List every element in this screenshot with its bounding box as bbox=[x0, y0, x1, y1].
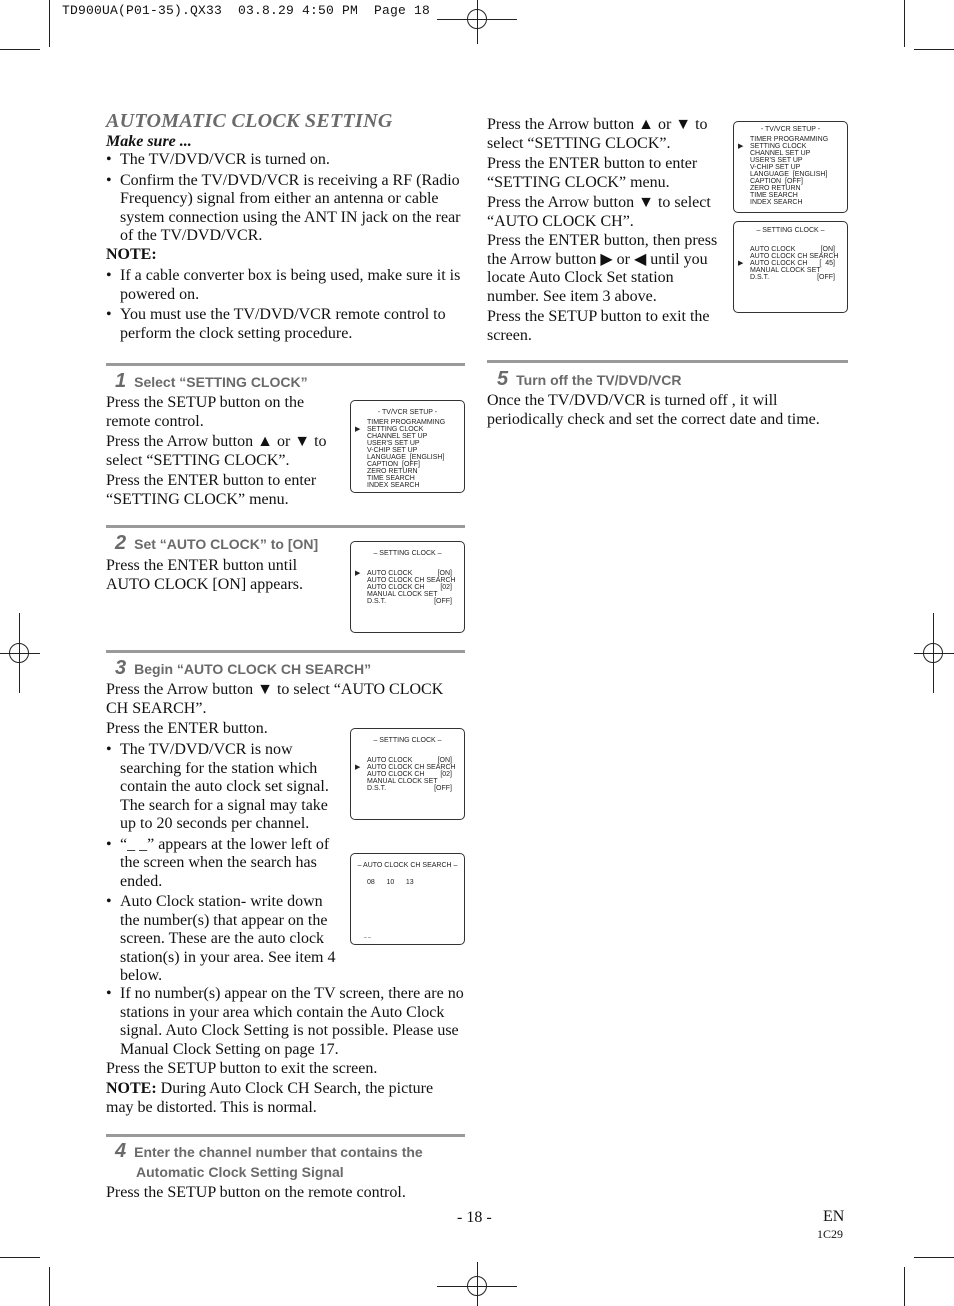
step-title-cont: Automatic Clock Setting Signal bbox=[136, 1164, 344, 1180]
step-1-heading bbox=[115, 370, 308, 393]
menu-row: ZERO RETURN bbox=[367, 468, 418, 475]
page-number: - 18 - bbox=[457, 1209, 492, 1226]
section-rule bbox=[106, 650, 465, 653]
menu-row: INDEX SEARCH bbox=[367, 482, 420, 489]
make-sure-list bbox=[106, 151, 466, 248]
list-item: • If no number(s) appear on the TV screen, there are no stations in your area which contain the Auto Clock signal. Auto Clock Setting is not possible. Please use Manual Clock Setting on page 17. bbox=[106, 985, 464, 1059]
list-item: • You must use the TV/DVD/VCR remote control to perform the clock setting procedure. bbox=[106, 306, 466, 343]
print-slug: TD900UA(P01-35).QX33 03.8.29 4:50 PM Page 18 bbox=[62, 3, 431, 18]
language-code: EN bbox=[823, 1208, 845, 1225]
crop-mark bbox=[49, 0, 50, 47]
step-title: Turn off the TV/DVD/VCR bbox=[516, 372, 682, 388]
step-1-text-1: Press the SETUP button on the remote control. bbox=[106, 394, 305, 430]
menu-row: CAPTION [OFF] bbox=[367, 461, 420, 468]
step-5-heading bbox=[497, 368, 682, 391]
section-rule bbox=[487, 360, 848, 363]
cursor-icon: ▶ bbox=[355, 570, 361, 577]
menu-row: D.S.T. [OFF] bbox=[750, 274, 835, 281]
channel-list: 08 10 13 bbox=[367, 879, 414, 886]
crop-mark bbox=[0, 1257, 40, 1258]
section-rule bbox=[106, 1134, 465, 1137]
step-title: Set “AUTO CLOCK” to [ON] bbox=[134, 536, 319, 552]
cursor-icon: ▶ bbox=[355, 426, 361, 433]
search-end-indicator: _ _ bbox=[364, 933, 371, 939]
step-number: 5 bbox=[497, 368, 509, 390]
step-4-text-3: Press the ENTER button to enter “SETTING CLOCK” menu. bbox=[487, 155, 698, 191]
note-text: During Auto Clock CH Search, the picture may be distorted. This is normal. bbox=[106, 1080, 434, 1116]
step-4-text-1: Press the SETUP button on the remote control. bbox=[106, 1184, 406, 1201]
menu-row: AUTO CLOCK CH [02] bbox=[367, 584, 452, 591]
screen-title: - TV/VCR SETUP - bbox=[760, 126, 821, 133]
crop-mark bbox=[914, 1257, 954, 1258]
step-4-text-5: Press the ENTER button, then press the Arrow button ▶ or ◀ until you locate Auto Clock Set station number. See item 3 above. bbox=[487, 232, 718, 305]
section-rule bbox=[106, 363, 465, 366]
menu-row: TIME SEARCH bbox=[750, 192, 798, 199]
cursor-icon: ▶ bbox=[355, 764, 361, 771]
setup-menu-screen-2 bbox=[733, 121, 848, 213]
registration-mark bbox=[477, 1262, 478, 1306]
note-label: NOTE: bbox=[106, 1080, 157, 1097]
step-4-text-6: Press the SETUP button to exit the screen. bbox=[487, 308, 710, 344]
step-number: 4 bbox=[115, 1140, 127, 1162]
menu-row: AUTO CLOCK [ON] bbox=[367, 757, 452, 764]
setting-clock-screen-on bbox=[350, 541, 465, 633]
crop-mark bbox=[914, 49, 954, 50]
step-4-text-4: Press the Arrow button ▼ to select “AUTO CLOCK CH”. bbox=[487, 194, 711, 230]
step-number: 2 bbox=[115, 532, 127, 554]
registration-mark bbox=[477, 0, 478, 44]
menu-row-selected: ▶ SETTING CLOCK bbox=[355, 426, 424, 433]
menu-row: D.S.T. [OFF] bbox=[367, 785, 452, 792]
step-3-note bbox=[106, 1080, 461, 1117]
menu-row: CHANNEL SET UP bbox=[750, 150, 811, 157]
menu-row: CHANNEL SET UP bbox=[367, 433, 428, 440]
step-title: Enter the channel number that contains the bbox=[134, 1144, 423, 1160]
menu-row: V-CHIP SET UP bbox=[367, 447, 418, 454]
list-item: • If a cable converter box is being used, make sure it is powered on. bbox=[106, 267, 466, 304]
list-item: • Confirm the TV/DVD/VCR is receiving a RF (Radio Frequency) signal from either an antenna or cable system connection using the ANT IN jack on the rear of the TV/DVD/VCR. bbox=[106, 172, 466, 246]
menu-row: TIMER PROGRAMMING bbox=[750, 136, 829, 143]
registration-mark bbox=[0, 653, 40, 654]
menu-row: CAPTION [OFF] bbox=[750, 178, 803, 185]
menu-row: LANGUAGE [ENGLISH] bbox=[750, 171, 828, 178]
cursor-icon: ▶ bbox=[738, 260, 744, 267]
menu-row: USER'S SET UP bbox=[750, 157, 803, 164]
step-2-text-1: Press the ENTER button until AUTO CLOCK [ON] appears. bbox=[106, 557, 303, 593]
step-3-text-3: Press the SETUP button to exit the screen. bbox=[106, 1060, 378, 1077]
menu-row: TIME SEARCH bbox=[367, 475, 415, 482]
registration-mark bbox=[437, 19, 517, 20]
step-title: Select “SETTING CLOCK” bbox=[134, 374, 308, 390]
menu-row-selected: ▶ SETTING CLOCK bbox=[738, 143, 807, 150]
registration-mark bbox=[914, 653, 954, 654]
menu-row: LANGUAGE [ENGLISH] bbox=[367, 454, 445, 461]
menu-row: TIMER PROGRAMMING bbox=[367, 419, 446, 426]
menu-row: AUTO CLOCK CH SEARCH bbox=[750, 253, 839, 260]
setup-menu-screen bbox=[350, 400, 465, 493]
step-4-heading bbox=[115, 1141, 423, 1182]
menu-row: D.S.T. [OFF] bbox=[367, 598, 452, 605]
screen-title: – AUTO CLOCK CH SEARCH – bbox=[357, 862, 458, 869]
crop-mark bbox=[0, 49, 40, 50]
crop-mark bbox=[904, 0, 905, 47]
menu-row: V-CHIP SET UP bbox=[750, 164, 801, 171]
menu-row: MANUAL CLOCK SET bbox=[367, 778, 438, 785]
menu-row: MANUAL CLOCK SET bbox=[750, 267, 821, 274]
list-item: • The TV/DVD/VCR is now searching for the station which contain the auto clock set signal. The search for a signal may take up to 20 seconds per channel. bbox=[106, 741, 342, 834]
step-3-heading bbox=[115, 657, 371, 680]
step-2-heading bbox=[115, 532, 318, 555]
screen-title: – SETTING CLOCK – bbox=[756, 227, 825, 234]
setting-clock-screen-search bbox=[350, 728, 465, 820]
step-title: Begin “AUTO CLOCK CH SEARCH” bbox=[134, 661, 372, 677]
doc-code: 1C29 bbox=[817, 1227, 844, 1241]
menu-row: ZERO RETURN bbox=[750, 185, 801, 192]
list-item: • “_ _” appears at the lower left of the screen when the search has ended. bbox=[106, 836, 342, 892]
ch-search-screen bbox=[350, 853, 465, 945]
step-3-text-2: Press the ENTER button. bbox=[106, 720, 268, 737]
step-number: 3 bbox=[115, 657, 127, 679]
menu-row: AUTO CLOCK CH SEARCH bbox=[367, 577, 456, 584]
screen-title: – SETTING CLOCK – bbox=[373, 737, 442, 744]
step-3-list-wide bbox=[106, 985, 464, 1061]
page-title: AUTOMATIC CLOCK SETTING bbox=[106, 110, 393, 132]
list-item: • The TV/DVD/VCR is turned on. bbox=[106, 151, 466, 170]
menu-row: USER'S SET UP bbox=[367, 440, 420, 447]
menu-row: AUTO CLOCK CH [02] bbox=[367, 771, 452, 778]
screen-title: – SETTING CLOCK – bbox=[373, 550, 442, 557]
menu-row: AUTO CLOCK [ON] bbox=[750, 246, 835, 253]
menu-row-selected: ▶ AUTO CLOCK CH SEARCH bbox=[355, 764, 456, 771]
menu-row-selected: ▶ AUTO CLOCK CH [ 45] bbox=[738, 260, 835, 267]
step-number: 1 bbox=[115, 370, 127, 392]
crop-mark bbox=[49, 1267, 50, 1306]
menu-row: MANUAL CLOCK SET bbox=[367, 591, 438, 598]
crop-mark bbox=[904, 1267, 905, 1306]
make-sure-label: Make sure ... bbox=[106, 133, 192, 150]
step-5-text-1: Once the TV/DVD/VCR is turned off , it will periodically check and set the correct date and time. bbox=[487, 392, 820, 428]
list-item: • Auto Clock station- write down the number(s) that appear on the screen. These are the auto clock station(s) in your area. See item 4 below. bbox=[106, 893, 342, 986]
screen-title: - TV/VCR SETUP - bbox=[377, 409, 438, 416]
step-1-text-2: Press the Arrow button ▲ or ▼ to select “SETTING CLOCK”. bbox=[106, 433, 327, 469]
step-3-text-1: Press the Arrow button ▼ to select “AUTO CLOCK CH SEARCH”. bbox=[106, 681, 444, 717]
registration-mark bbox=[437, 1286, 517, 1287]
step-3-list bbox=[106, 741, 342, 988]
cursor-icon: ▶ bbox=[738, 143, 744, 150]
step-4-text-2: Press the Arrow button ▲ or ▼ to select “SETTING CLOCK”. bbox=[487, 116, 708, 152]
section-rule bbox=[106, 525, 465, 528]
note-list bbox=[106, 267, 466, 345]
menu-row: INDEX SEARCH bbox=[750, 199, 803, 206]
menu-row-selected: ▶ AUTO CLOCK [ON] bbox=[355, 570, 452, 577]
step-1-text-3: Press the ENTER button to enter “SETTING CLOCK” menu. bbox=[106, 472, 317, 508]
setting-clock-screen-ch bbox=[733, 221, 848, 313]
note-label: NOTE: bbox=[106, 246, 157, 263]
